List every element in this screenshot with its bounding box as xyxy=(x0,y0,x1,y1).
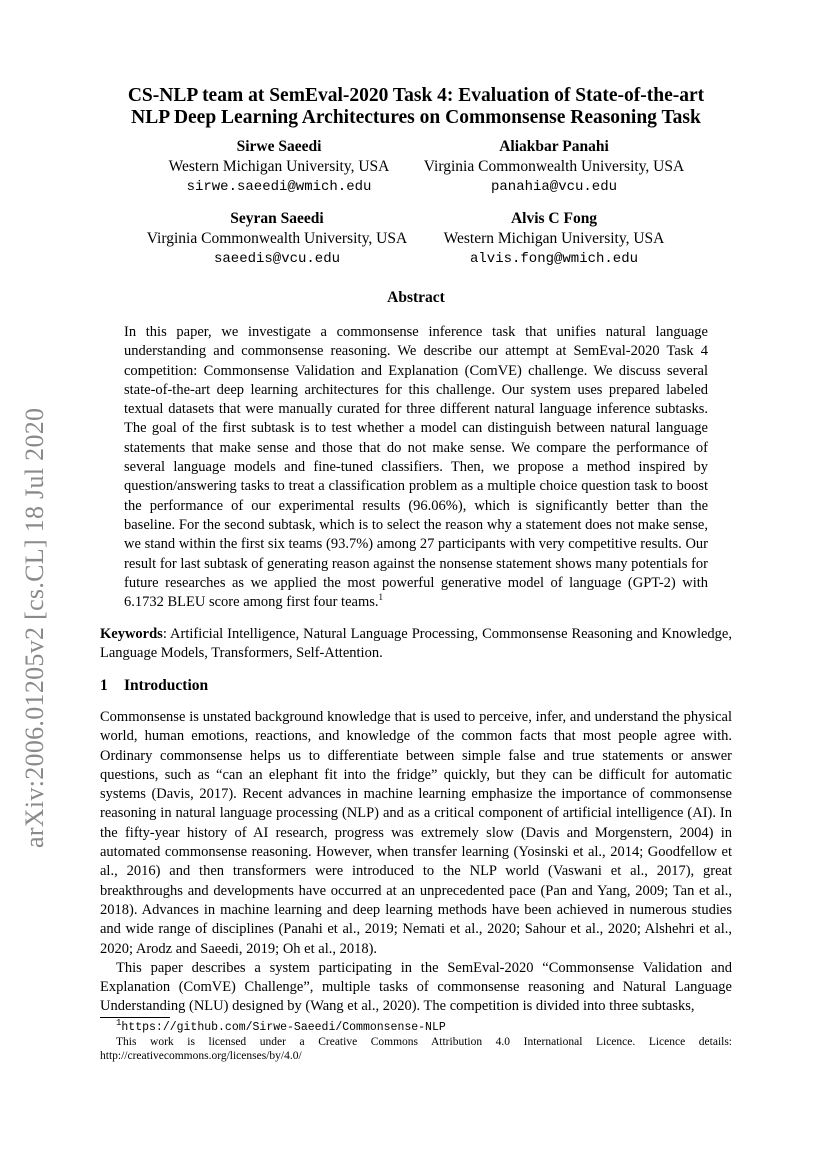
paper-title xyxy=(100,85,732,129)
arxiv-stamp: arXiv:2006.01205v2 [cs.CL] 18 Jul 2020 xyxy=(20,407,49,848)
author-affiliation: Virginia Commonwealth University, USA xyxy=(423,158,685,175)
author-affiliation: Western Michigan University, USA xyxy=(443,230,665,247)
footnote-rule xyxy=(100,1017,170,1018)
abstract-body: In this paper, we investigate a commonsense inference task that unifies natural language understanding and commonsense reasoning. We describe our attempt at SemEval-2020 Task 4 competition: Commonsense Validation and Explanation (ComVE) challenge. We discuss several state-of-the-art deep learning architectures for this challenge. Our system uses prepared labeled textual datasets that were manually curated for three different natural language inference subtasks. The goal of the first subtask is to test whether a model can distinguish between natural language statements that make sense and those that do not make sense. We compare the performance of several language models and fine-tuned classifiers. Then, we propose a method inspired by question/answering tasks to treat a classification problem as a multiple choice question task to boost the performance of our experimental results (96.06%), which is significantly better than the baseline. For the second subtask, which is to select the reason why a statement does not make sense, we stand within the first six teams (93.7%) among 27 participants with very competitive results. Our result for last subtask of generating reason against the nonsense statement shows many potentials for future researches as we applied the most powerful generative model of language (GPT-2) with 6.1732 BLEU score among first four teams. xyxy=(124,324,708,611)
keywords xyxy=(100,625,732,664)
author-block xyxy=(160,137,398,197)
author-affiliation: Western Michigan University, USA xyxy=(168,158,390,175)
author-name: Seyran Saeedi xyxy=(230,210,324,227)
footnote-1-mark: 1 xyxy=(116,1018,122,1029)
author-email: sirwe.saeedi@wmich.edu xyxy=(186,179,372,195)
author-email: alvis.fong@wmich.edu xyxy=(469,251,639,267)
footnote-1 xyxy=(100,1018,732,1035)
footnote-1-url[interactable]: https://github.com/Sirwe-Saeedi/Commonsense-NLP xyxy=(121,1021,446,1034)
author-name: Sirwe Saeedi xyxy=(236,138,322,155)
footnotes xyxy=(100,1018,732,1063)
paragraph: Commonsense is unstated background knowledge that is used to perceive, infer, and understand the physical world, human emotions, reactions, and knowledge of the common facts that most people agree with. Ordinary commonsense helps us to differentiate between simple false and true statements or answer questions, such as “can an elephant fit into the fridge” quickly, but they can be difficult for automatic systems (Davis, 2017). Recent advances in machine learning emphasize the importance of commonsense reasoning in natural language processing (NLP) and as a critical component of artificial intelligence (AI). In the fifty-year history of AI research, progress was extremely slow (Davis and Morgenstern, 2004) in automated commonsense reasoning. However, when transfer learning (Yosinski et al., 2014; Goodfellow et al., 2016) and then transformers were introduced to the NLP world (Vaswani et al., 2017), great breakthroughs and developments have occurred at an unprecedented pace (Pan and Yang, 2009; Tan et al., 2018). Advances in machine learning and deep learning methods have been achieved in numerous studies and wide range of disciplines (Panahi et al., 2019; Nemati et al., 2020; Sahour et al., 2020; Alshehri et al., 2020; Arodz and Saeedi, 2019; Oh et al., 2018). xyxy=(100,709,732,957)
author-name: Aliakbar Panahi xyxy=(499,138,609,155)
footnote-mark: 1 xyxy=(378,592,384,603)
section-title: Introduction xyxy=(124,677,209,694)
author-name: Alvis C Fong xyxy=(510,210,598,227)
body-text xyxy=(100,708,732,1017)
keywords-text: : Artificial Intelligence, Natural Language Processing, Commonsense Reasoning and Knowledge, Language Models, Transformers, Self-Attention. xyxy=(100,626,732,662)
title-line-2: NLP Deep Learning Architectures on Commonsense Reasoning Task xyxy=(131,107,701,128)
section-heading xyxy=(100,677,732,695)
license-note: This work is licensed under a Creative Commons Attribution 4.0 International Licence. Licence details: http://creativecommons.org/licenses/by/4.0/ xyxy=(100,1036,732,1062)
author-block xyxy=(132,209,422,269)
author-email: panahia@vcu.edu xyxy=(490,179,618,195)
paragraph: This paper describes a system participating in the SemEval-2020 “Commonsense Validation and Explanation (ComVE) Challenge”, multiple tasks of commonsense reasoning and Natural Language Understanding (NLU) designed by (Wang et al., 2020). The competition is divided into three subtasks, xyxy=(100,959,732,1015)
author-block xyxy=(410,137,698,197)
author-email: saeedis@vcu.edu xyxy=(213,251,341,267)
author-block xyxy=(432,209,676,269)
section-number: 1 xyxy=(100,677,108,694)
abstract-heading: Abstract xyxy=(387,289,445,306)
title-line-1: CS-NLP team at SemEval-2020 Task 4: Evaluation of State-of-the-art xyxy=(127,85,705,106)
abstract-text xyxy=(124,323,708,612)
author-affiliation: Virginia Commonwealth University, USA xyxy=(146,230,408,247)
keywords-label: Keywords xyxy=(100,626,163,642)
